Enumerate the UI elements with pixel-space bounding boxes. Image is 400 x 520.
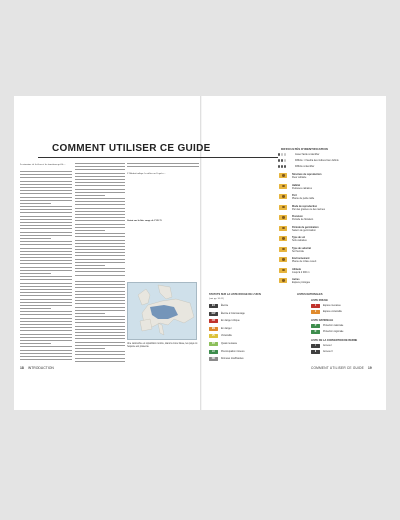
- status-label: Données insuffisantes: [221, 358, 244, 361]
- status-label: Préoccupation mineure: [221, 350, 245, 353]
- legend-title: Type de sol: [292, 236, 305, 239]
- status-row: [311, 350, 333, 354]
- difficulty-dot: [281, 153, 283, 155]
- difficulty-dot: [278, 165, 280, 167]
- text-line: [75, 252, 125, 253]
- text-line: [75, 287, 125, 288]
- text-line: [75, 303, 125, 304]
- legend-item: [279, 205, 325, 211]
- text-line: [20, 324, 72, 325]
- text-line: [75, 224, 125, 225]
- text-line: [127, 163, 199, 164]
- difficulty-dot: [278, 153, 280, 155]
- status-label: Annexe I: [323, 345, 333, 347]
- text-line: [75, 307, 125, 308]
- text-line: [20, 305, 72, 306]
- pictogram-icon: [279, 226, 287, 231]
- status-label: Espèce vulnérable: [323, 311, 342, 313]
- difficulty-dots-icon: [278, 159, 292, 161]
- text-line: [75, 189, 125, 190]
- legend-text: [292, 257, 316, 263]
- status-badge: NT: [209, 342, 218, 346]
- difficulty-dot: [278, 159, 280, 161]
- statut-heading: Statut sur la liste rouge de l'UICN: [127, 219, 162, 222]
- legend-item: [279, 215, 313, 221]
- page-number-right: 19: [367, 366, 372, 370]
- status-label: Protection régionale: [323, 331, 344, 333]
- text-line: [75, 354, 125, 355]
- status-badge: EN: [209, 327, 218, 331]
- status-row: [209, 334, 232, 338]
- legend-item: [279, 247, 311, 253]
- text-line: [20, 295, 72, 296]
- text-line: [75, 291, 125, 292]
- legend-text: [292, 247, 311, 253]
- text-line: [20, 235, 72, 236]
- legend-title: Habitat: [292, 183, 301, 187]
- text-line: [75, 345, 125, 346]
- text-line: [75, 297, 125, 298]
- status-row: [209, 327, 232, 331]
- text-line: [75, 233, 125, 234]
- text-line: [20, 244, 72, 245]
- text-line: [75, 342, 125, 343]
- legend-item: [279, 194, 314, 200]
- difficulty-dot: [284, 159, 286, 161]
- legend-title: Période de germination: [292, 225, 319, 229]
- legend-desc: Par des graines ou des racines: [292, 207, 325, 211]
- text-line: [20, 197, 72, 198]
- status-row: [311, 304, 341, 308]
- text-line: [75, 351, 125, 352]
- text-line: [75, 265, 105, 266]
- status-badge: CR: [209, 319, 218, 323]
- status-row: [209, 304, 228, 308]
- text-line: [75, 208, 125, 209]
- status-row: [209, 357, 244, 361]
- text-line: [20, 241, 72, 242]
- status-label: En danger critique: [221, 320, 240, 323]
- legend-desc: Fleur solitaire: [292, 176, 307, 179]
- text-line: [75, 227, 125, 228]
- text-line: [20, 232, 72, 233]
- text-line: [20, 200, 72, 201]
- text-line: [75, 214, 125, 215]
- status-label: Vulnérable: [221, 335, 232, 338]
- text-line: [20, 174, 72, 175]
- legend-desc: Plante de milieu ouvert: [292, 260, 317, 263]
- status-badge: II: [311, 350, 320, 354]
- status-badge: LC: [209, 350, 218, 354]
- text-line: [20, 340, 72, 341]
- text-column-2: [75, 163, 125, 278]
- text-line: [20, 299, 72, 300]
- text-line: [75, 268, 125, 269]
- body-intro-text: La structure de la fleur et les fonctions qu'elle...: [20, 163, 66, 166]
- text-line: [75, 284, 125, 285]
- difficulty-label: Assez facile à identifier: [295, 153, 320, 156]
- text-line: [75, 192, 125, 193]
- text-line: [20, 219, 72, 220]
- europe-map-graphic: [128, 283, 196, 339]
- text-line: [20, 187, 72, 188]
- status-badge: I: [311, 344, 320, 348]
- text-line: [75, 169, 125, 170]
- legend-item: [279, 257, 316, 263]
- text-line: [75, 319, 125, 320]
- text-line: [75, 316, 125, 317]
- map-caption: Une cartouche en répartition montre, dans la zone bleue, les pays où l'espèce est présente.: [127, 343, 198, 348]
- national-lists-title: LISTES NATIONALES: [297, 293, 323, 296]
- text-line: [75, 179, 125, 180]
- body-intro: [20, 163, 72, 166]
- text-line: [20, 209, 72, 210]
- legend-text: [292, 205, 325, 211]
- legend-item: [279, 184, 312, 190]
- pictogram-icon: [279, 268, 287, 273]
- text-line: [20, 225, 72, 226]
- statut-paragraph: [127, 219, 199, 222]
- text-line: [20, 327, 72, 328]
- text-line: [75, 166, 125, 167]
- status-row: [209, 342, 237, 346]
- text-line: [20, 190, 72, 191]
- status-row: [311, 330, 343, 334]
- text-column-1: [20, 171, 72, 362]
- text-line: [20, 267, 72, 268]
- text-line: [20, 212, 72, 213]
- text-line: [20, 314, 72, 315]
- text-line: [20, 346, 72, 347]
- national-list-group-title: LISTE DE LA CONVENTION DE BERNE: [311, 339, 358, 342]
- text-line: [20, 343, 51, 344]
- status-label: Éteinte: [221, 305, 229, 307]
- difficulty-label: Difficile : il faudra des indices bien définis: [295, 159, 339, 162]
- pictogram-icon: [279, 173, 287, 178]
- pictogram-icon: [279, 247, 287, 252]
- status-badge: P: [311, 324, 320, 328]
- legend-text: [292, 236, 307, 242]
- legend-title: Port: [292, 194, 297, 197]
- legend-desc: Plante de petite taille: [292, 197, 315, 200]
- pictogram-icon: [279, 236, 287, 241]
- text-line: [20, 311, 72, 312]
- status-badge: VU: [209, 334, 218, 338]
- legend-item: [279, 173, 322, 179]
- status-badge: EX: [209, 304, 218, 308]
- text-line: [20, 353, 72, 354]
- text-line: [75, 163, 125, 164]
- text-line: [75, 294, 125, 295]
- legend-item: [279, 236, 307, 242]
- text-line: [20, 318, 72, 319]
- difficulty-level: [278, 159, 339, 162]
- difficulty-level: [278, 153, 319, 156]
- status-label: En danger: [221, 327, 232, 330]
- text-line: [75, 262, 125, 263]
- legend-text: [292, 194, 314, 200]
- status-row: [311, 344, 332, 348]
- page-title: COMMENT UTILISER CE GUIDE: [52, 143, 211, 154]
- text-line: [20, 263, 72, 264]
- text-line: [20, 330, 72, 331]
- status-row: [209, 312, 245, 316]
- text-line: [20, 283, 72, 284]
- status-row: [209, 319, 240, 323]
- text-line: [20, 177, 72, 178]
- legend-item: [279, 226, 319, 232]
- text-line: [75, 240, 125, 241]
- difficulty-title: DIFFICULTÉS D'IDENTIFICATION: [281, 147, 328, 151]
- text-line: [75, 243, 125, 244]
- page-number-left: 18: [20, 366, 24, 370]
- text-line: [20, 350, 72, 351]
- text-line: [20, 248, 72, 249]
- text-line: [75, 281, 125, 282]
- title-rule: [38, 157, 278, 158]
- footer-right-label: COMMENT UTILISER CE GUIDE: [311, 366, 364, 370]
- legend-title: Environnement: [292, 257, 310, 260]
- text-line: [75, 236, 125, 237]
- text-line: [75, 255, 125, 256]
- text-line: [20, 292, 72, 293]
- legend-title: Floraison: [292, 215, 303, 218]
- text-line: [75, 220, 125, 221]
- text-line: [75, 358, 125, 359]
- national-list-group-title: LISTE NATIONALE: [311, 319, 334, 322]
- status-badge: R: [311, 330, 320, 334]
- text-line: [20, 289, 72, 290]
- text-line: [75, 271, 125, 272]
- text-column-3: [127, 163, 199, 169]
- text-line: [75, 217, 125, 218]
- text-line: [75, 230, 105, 231]
- text-line: [20, 356, 72, 357]
- text-line: [75, 338, 125, 339]
- text-line: [75, 326, 125, 327]
- text-line: [20, 228, 72, 229]
- text-line: [20, 206, 72, 207]
- legend-text: [292, 215, 313, 221]
- legend-text: [292, 226, 319, 232]
- text-line: [75, 195, 105, 196]
- status-label: Quasi menacée: [221, 343, 238, 345]
- text-line: [20, 254, 72, 255]
- text-line: [75, 335, 125, 336]
- difficulty-level: [278, 165, 314, 168]
- pictogram-icon: [279, 205, 287, 210]
- text-line: [20, 181, 72, 182]
- text-line: [20, 321, 72, 322]
- status-label: Espèce menacée: [323, 305, 341, 307]
- legend-desc: Sols calcaires: [292, 239, 307, 242]
- text-line: [75, 185, 125, 186]
- text-line: [75, 249, 125, 250]
- text-line: [75, 182, 125, 183]
- text-line: [20, 193, 72, 194]
- legend-item: [279, 278, 310, 284]
- text-line: [75, 173, 125, 174]
- text-line: [20, 270, 72, 271]
- text-line: [75, 322, 125, 323]
- text-line: [20, 337, 72, 338]
- legend-title: Altitude: [292, 267, 301, 271]
- status-badge: EW: [209, 312, 218, 316]
- habitat-paragraph-text: L'Habitat indique le milieu ou l'espèce...: [127, 172, 166, 175]
- text-line: [75, 201, 125, 202]
- text-line: [75, 211, 125, 212]
- difficulty-dot: [284, 153, 286, 155]
- text-line: [75, 246, 125, 247]
- text-line: [75, 313, 105, 314]
- text-line: [75, 329, 125, 330]
- legend-desc: Période de floraison: [292, 218, 314, 221]
- text-line: [20, 216, 72, 217]
- difficulty-dots-icon: [278, 153, 292, 155]
- status-label: Éteinte à l'état sauvage: [221, 312, 245, 315]
- legend-desc: Jusqu'à 2 000 m: [292, 270, 310, 274]
- text-line: [20, 286, 72, 287]
- difficulty-dot: [281, 165, 283, 167]
- pictogram-icon: [279, 184, 287, 189]
- legend-text: [292, 278, 310, 284]
- text-line: [20, 238, 51, 239]
- text-line: [75, 332, 125, 333]
- legend-title: Type de substrat: [292, 246, 311, 250]
- difficulty-label: Difficile à identifier: [295, 165, 315, 168]
- status-badge: DD: [209, 357, 218, 361]
- text-line: [75, 198, 125, 199]
- pictogram-icon: [279, 257, 287, 262]
- text-line: [20, 273, 51, 274]
- text-line: [20, 302, 72, 303]
- text-line: [20, 184, 72, 185]
- legend-title: Structure de reproduction: [292, 173, 322, 176]
- legend-item: [279, 268, 309, 274]
- legend-desc: Pelouses calcaires: [292, 186, 312, 190]
- text-line: [75, 300, 125, 301]
- footer-left-label: INTRODUCTION: [27, 366, 54, 370]
- pictogram-icon: [279, 278, 287, 283]
- text-line: [75, 361, 125, 362]
- legend-text: [292, 173, 322, 179]
- text-line: [127, 166, 199, 167]
- legend-title: Autres: [292, 278, 300, 281]
- status-row: [311, 324, 343, 328]
- text-line: [20, 359, 72, 360]
- status-label: Protection nationale: [323, 325, 344, 327]
- legend-desc: Sol humide: [292, 249, 304, 253]
- text-line: [75, 310, 125, 311]
- text-line: [20, 203, 51, 204]
- legend-desc: Saison de germination: [292, 228, 316, 232]
- text-line: [20, 276, 72, 277]
- text-line: [20, 279, 72, 280]
- status-row: [311, 310, 342, 314]
- text-line: [20, 260, 72, 261]
- text-line: [20, 334, 72, 335]
- footer-right: [311, 366, 372, 370]
- national-list-group-title: LISTE ROUGE: [311, 299, 328, 302]
- text-column-2-lower: [75, 281, 125, 364]
- difficulty-dot: [284, 165, 286, 167]
- text-line: [20, 308, 51, 309]
- legend-text: [292, 268, 309, 274]
- text-line: [75, 275, 125, 276]
- legend-desc: Espèce protégée: [292, 281, 311, 284]
- text-line: [75, 259, 125, 260]
- footer-left: [20, 366, 54, 370]
- legend-title: Mode de reproduction: [292, 204, 318, 208]
- text-line: [75, 348, 105, 349]
- text-line: [75, 176, 125, 177]
- text-line: [20, 222, 72, 223]
- difficulty-dot: [281, 159, 283, 161]
- red-list-subtitle: (voir pp. 10-11): [209, 298, 224, 300]
- text-line: [20, 257, 72, 258]
- status-badge: 2: [311, 310, 320, 314]
- text-line: [75, 204, 125, 205]
- pictogram-icon: [279, 215, 287, 220]
- status-label: Annexe II: [323, 351, 333, 353]
- europe-map-image: [127, 282, 197, 340]
- status-badge: 1: [311, 304, 320, 308]
- pictogram-icon: [279, 194, 287, 199]
- difficulty-dots-icon: [278, 165, 292, 167]
- status-row: [209, 350, 245, 354]
- habitat-paragraph: [127, 172, 199, 175]
- legend-text: [292, 184, 312, 190]
- red-list-title: STATUTS SUR LA LISTE ROUGE DE L'UICN: [209, 293, 261, 296]
- text-line: [20, 251, 72, 252]
- text-line: [20, 171, 72, 172]
